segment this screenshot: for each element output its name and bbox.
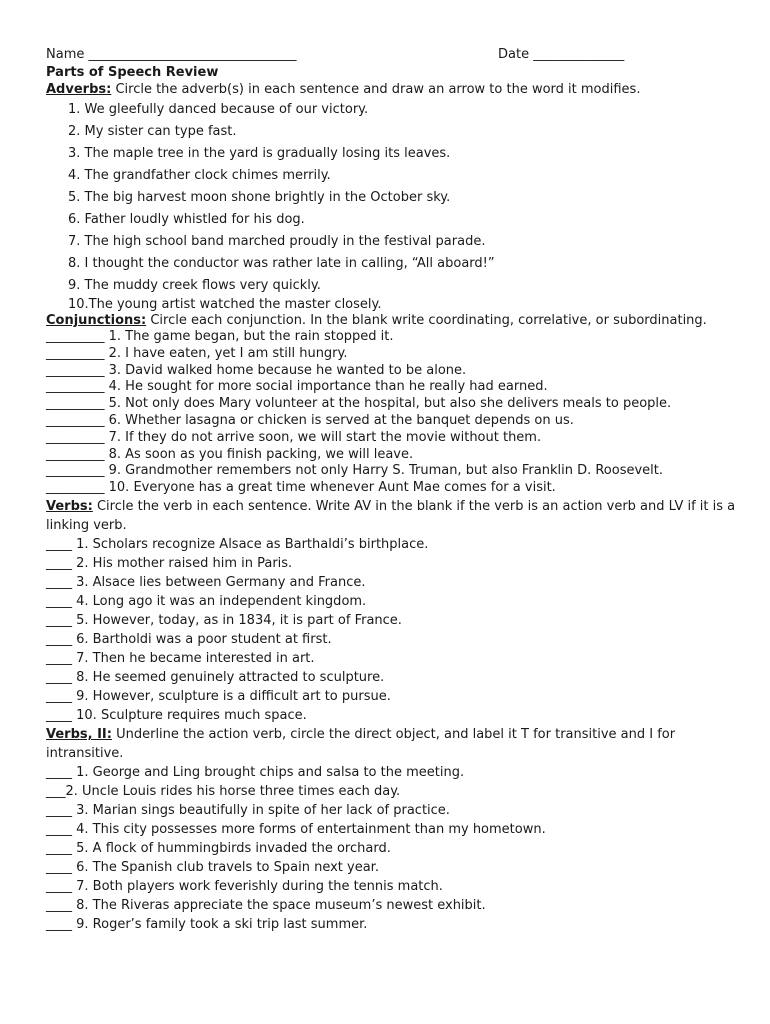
conjunction-item: _________ 8. As soon as you finish packing, we will leave. xyxy=(46,446,414,462)
verb2-item: ____ 8. The Riveras appreciate the space museum’s newest exhibit. xyxy=(46,897,486,913)
verbs2-list xyxy=(46,763,736,934)
name-field: Name ________________________________ xyxy=(46,47,297,62)
conjunction-item: _________ 7. If they do not arrive soon, we will start the movie without them. xyxy=(46,429,542,445)
conjunctions-label: Conjunctions: xyxy=(46,313,147,328)
verb-item: ____ 3. Alsace lies between Germany and France. xyxy=(46,574,366,590)
adverb-item: 2. My sister can type fast. xyxy=(68,124,237,139)
verb-item: ____ 9. However, sculpture is a difficult art to pursue. xyxy=(46,688,391,704)
conjunctions-list xyxy=(46,329,736,497)
conjunction-item: _________ 2. I have eaten, yet I am still hungry. xyxy=(46,345,348,361)
date-field: Date ______________ xyxy=(498,47,625,62)
verb-item: ____ 2. His mother raised him in Paris. xyxy=(46,555,293,571)
adverb-item: 7. The high school band marched proudly in the festival parade. xyxy=(68,234,486,249)
verb2-item: ____ 5. A flock of hummingbirds invaded the orchard. xyxy=(46,840,391,856)
adverbs-label: Adverbs: xyxy=(46,82,112,97)
verb2-item: ____ 3. Marian sings beautifully in spite of her lack of practice. xyxy=(46,802,450,818)
conjunction-item: _________ 10. Everyone has a great time whenever Aunt Mae comes for a visit. xyxy=(46,480,556,496)
conjunction-item: _________ 6. Whether lasagna or chicken is served at the banquet depends on us. xyxy=(46,412,574,428)
adverb-item: 5. The big harvest moon shone brightly in the October sky. xyxy=(68,190,451,205)
worksheet-page xyxy=(46,46,736,934)
conjunction-item: _________ 5. Not only does Mary volunteer at the hospital, but also she delivers meals to people. xyxy=(46,396,672,412)
verb-item: ____ 1. Scholars recognize Alsace as Barthaldi’s birthplace. xyxy=(46,536,429,552)
conjunction-item: _________ 9. Grandmother remembers not only Harry S. Truman, but also Franklin D. Roosevelt. xyxy=(46,463,663,479)
verb2-item: ____ 7. Both players work feverishly during the tennis match. xyxy=(46,878,443,894)
verb-item: ____ 4. Long ago it was an independent kingdom. xyxy=(46,593,367,609)
page-title: Parts of Speech Review xyxy=(46,65,219,80)
verb-item: ____ 8. He seemed genuinely attracted to sculpture. xyxy=(46,669,385,685)
header xyxy=(46,46,736,64)
adverb-item: 8. I thought the conductor was rather late in calling, “All aboard!” xyxy=(68,256,495,271)
verbs-instructions xyxy=(46,497,736,535)
adverb-item: 3. The maple tree in the yard is gradually losing its leaves. xyxy=(68,146,451,161)
adverb-item: 9. The muddy creek flows very quickly. xyxy=(68,278,321,293)
conjunction-item: _________ 4. He sought for more social importance than he really had earned. xyxy=(46,379,548,395)
conjunctions-instructions xyxy=(46,313,736,329)
adverbs-list xyxy=(46,99,736,313)
verb-item: ____ 10. Sculpture requires much space. xyxy=(46,707,307,723)
adverb-item: 10.The young artist watched the master closely. xyxy=(68,297,382,312)
verbs-list xyxy=(46,535,736,725)
adverb-item: 4. The grandfather clock chimes merrily. xyxy=(68,168,331,183)
verb2-item: ____ 4. This city possesses more forms of entertainment than my hometown. xyxy=(46,821,546,837)
adverbs-instructions xyxy=(46,81,736,99)
verb-item: ____ 6. Bartholdi was a poor student at first. xyxy=(46,631,332,647)
verb2-item: ___2. Uncle Louis rides his horse three times each day. xyxy=(46,783,401,799)
verbs2-label: Verbs, II: xyxy=(46,726,112,742)
conjunction-item: _________ 1. The game began, but the rain stopped it. xyxy=(46,329,394,344)
conjunction-item: _________ 3. David walked home because he wanted to be alone. xyxy=(46,362,467,378)
verb-item: ____ 7. Then he became interested in art. xyxy=(46,650,315,666)
verbs2-instruction-text: Underline the action verb, circle the direct object, and label it T for transitive and I for intransitive. xyxy=(46,726,676,761)
verbs-instruction-text: Circle the verb in each sentence. Write AV in the blank if the verb is an action verb and LV if it is a linking verb. xyxy=(46,498,736,533)
adverb-item: 1. We gleefully danced because of our victory. xyxy=(68,102,369,117)
verb-item: ____ 5. However, today, as in 1834, it is part of France. xyxy=(46,612,402,628)
adverbs-instruction-text: Circle the adverb(s) in each sentence and draw an arrow to the word it modifies. xyxy=(111,82,641,97)
verb2-item: ____ 9. Roger’s family took a ski trip last summer. xyxy=(46,916,368,932)
verbs-label: Verbs: xyxy=(46,498,93,514)
conjunctions-instruction-text: Circle each conjunction. In the blank write coordinating, correlative, or subordinating. xyxy=(146,313,707,328)
verb2-item: ____ 1. George and Ling brought chips and salsa to the meeting. xyxy=(46,764,465,780)
adverb-item: 6. Father loudly whistled for his dog. xyxy=(68,212,305,227)
verb2-item: ____ 6. The Spanish club travels to Spain next year. xyxy=(46,859,379,875)
verbs2-instructions xyxy=(46,725,736,763)
